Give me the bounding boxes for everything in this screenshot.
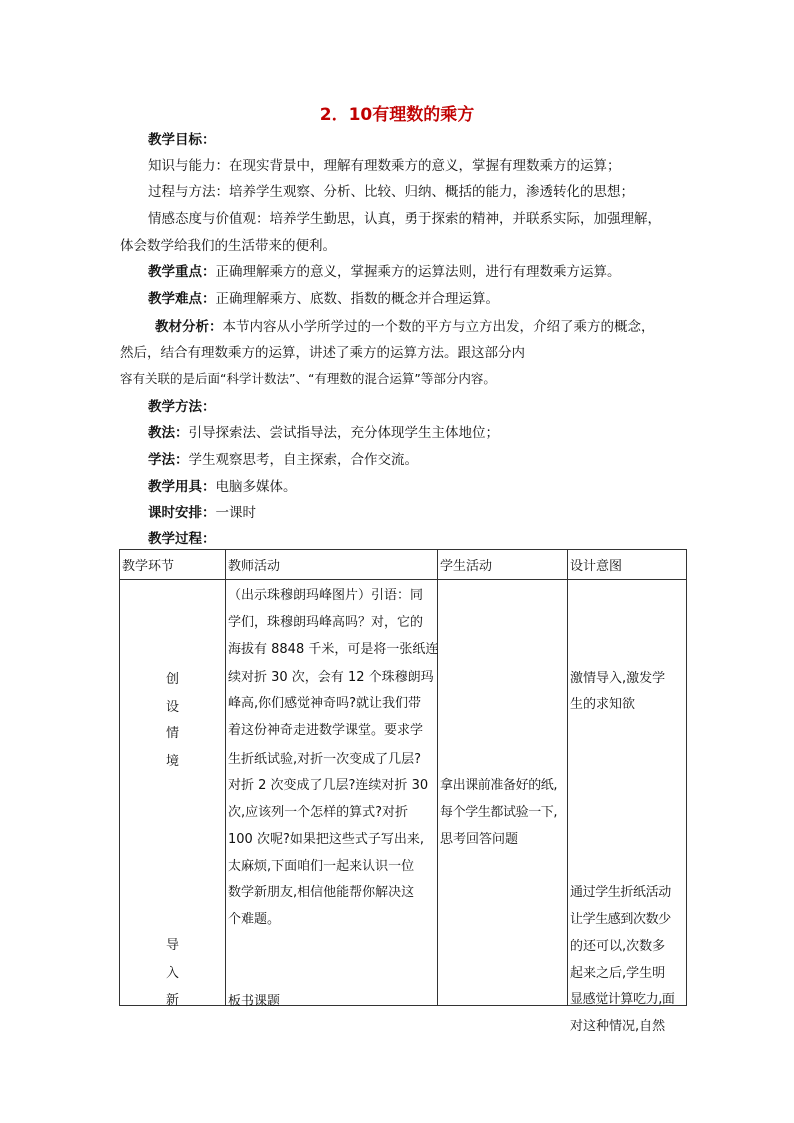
stage-char: 创 [165,672,179,687]
teacher-activity-cell [226,580,439,1009]
intent-line: 激情导入,激发学 [570,671,666,686]
teaching-tools-text: 电脑多媒体。 [215,479,297,495]
teacher-line: 海拔有 8848 千米，可是将一张纸连 [228,642,439,657]
goals-heading: 教学目标： [148,132,216,148]
difficulty-text: 正确理解乘方、底数、指数的概念并合理运算。 [215,291,499,307]
stage-char: 情 [165,726,179,741]
goal-emotion-line-1: 情感态度与价值观：培养学生勤思，认真，勇于探索的精神，并联系实际，加强理解， [148,211,661,227]
class-schedule-label: 课时安排： [148,505,216,521]
teacher-line: 峰高,你们感觉神奇吗?就让我们带 [228,696,422,711]
stage-char: 境 [165,754,179,769]
intent-line: 的还可以,次数多 [570,939,666,954]
key-point-label: 教学重点： [148,264,216,280]
intent-line: 起来之后,学生明 [570,966,666,981]
design-intent-cell [568,580,687,1034]
intent-line: 对这种情况,自然 [570,1019,666,1034]
teacher-line: 对折 2 次变成了几层?连续对折 30 [228,778,429,793]
student-activity-cell [438,580,568,1006]
teaching-tools-label: 教学用具： [148,479,216,495]
teacher-line: 生折纸试验,对折一次变成了几层? [228,752,422,767]
teaching-tools [148,478,297,496]
teacher-line: 100 次呢?如果把这些式子写出来, [228,832,424,847]
stage-char: 导 [165,938,179,953]
intent-line: 显感觉计算吃力,面 [570,992,675,1007]
learn-method [148,451,418,469]
header-design-intent: 设计意图 [568,550,687,580]
page-title: 2．10有理数的乘方 [319,105,475,125]
stage-char: 新 [165,993,179,1008]
difficulty [148,290,499,308]
intent-line: 生的求知欲 [570,697,636,712]
table-header-row [120,550,687,580]
process-heading: 教学过程： [148,531,216,547]
teach-method [148,424,499,442]
student-line: 拿出课前准备好的纸, [440,778,558,793]
stage-cell [120,580,226,1006]
analysis-line-2: 然后，结合有理数乘方的运算，讲述了乘方的运算方法。跟这部分内 [120,345,525,361]
lesson-process-table [119,549,687,1034]
goal-knowledge: 知识与能力：在现实背景中，理解有理数乘方的意义，掌握有理数乘方的运算； [148,158,621,174]
learn-method-text: 学生观察思考，自主探索，合作交流。 [188,452,418,468]
teacher-line: 续对折 30 次，会有 12 个珠穆朗玛 [228,670,434,685]
header-teacher-activity: 教师活动 [226,550,438,580]
teacher-line: 着这份神奇走进数学课堂。要求学 [228,723,424,738]
difficulty-label: 教学难点： [148,291,216,307]
student-line: 每个学生都试验一下, [440,805,558,820]
key-point [148,263,621,281]
stage-char: 设 [165,700,179,715]
analysis-line-1: 本节内容从小学所学过的一个数的平方与立方出发，介绍了乘方的概念， [222,319,655,335]
class-schedule [148,504,256,522]
analysis-line-3: 容有关联的是后面“科学计数法”、“有理数的混合运算”等部分内容。 [120,371,496,386]
teacher-line: 板书课题 [228,994,281,1009]
learn-method-label: 学法： [148,452,189,468]
header-stage: 教学环节 [120,550,226,580]
goal-process: 过程与方法：培养学生观察、分析、比较、归纳、概括的能力，渗透转化的思想； [148,184,634,200]
intent-line: 通过学生折纸活动 [570,885,671,900]
header-student-activity: 学生活动 [438,550,568,580]
teach-method-label: 教法： [148,425,189,441]
table-row [120,580,687,1006]
teacher-line: （出示珠穆朗玛峰图片）引语：同 [228,588,424,603]
analysis-label: 教材分析： [155,319,223,335]
teacher-line: 学们，珠穆朗玛峰高吗？对，它的 [228,615,424,630]
teacher-line: 数学新朋友,相信他能帮你解决这 [228,885,415,900]
class-schedule-text: 一课时 [215,505,256,521]
goal-emotion-line-2: 体会数学给我们的生活带来的便利。 [120,238,336,254]
methods-heading: 教学方法： [148,399,216,415]
key-point-text: 正确理解乘方的意义，掌握乘方的运算法则，进行有理数乘方运算。 [215,264,621,280]
intent-line: 让学生感到次数少 [570,912,671,927]
student-line: 思考回答问题 [440,832,519,847]
teacher-line: 次,应该列一个怎样的算式?对折 [228,805,409,820]
stage-char: 入 [165,966,179,981]
teacher-line: 个难题。 [228,912,281,927]
teacher-line: 太麻烦,下面咱们一起来认识一位 [228,859,415,874]
teach-method-text: 引导探索法、尝试指导法，充分体现学生主体地位； [188,425,499,441]
analysis [155,318,655,336]
